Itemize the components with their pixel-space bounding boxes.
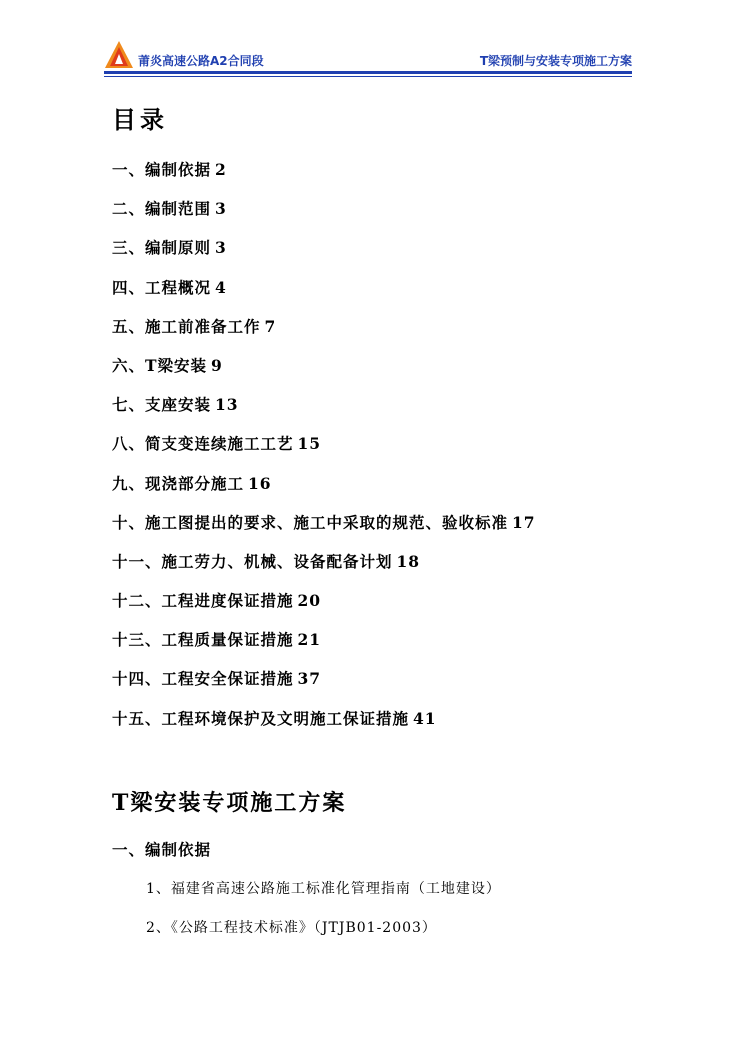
page-header <box>104 38 632 78</box>
toc-item-page: 2 <box>215 160 227 179</box>
toc-item-page: 37 <box>297 669 322 689</box>
toc-item-label: 十四、工程安全保证措施 <box>112 669 294 689</box>
toc-item[interactable] <box>112 620 536 659</box>
toc-item[interactable] <box>112 189 536 228</box>
toc-item-page: 3 <box>215 238 227 258</box>
reference-item: 2、《公路工程技术标准》（JTJB01-2003） <box>146 920 437 936</box>
toc-item-label: 二、编制范围 <box>112 199 212 219</box>
toc-item-page: 17 <box>512 512 536 532</box>
header-document-name: T梁预制与安装专项施工方案 <box>479 54 632 68</box>
toc-item-page: 18 <box>396 551 421 571</box>
toc-item-label: 四、工程概况 <box>112 277 212 297</box>
header-divider <box>104 71 632 74</box>
toc-item-label: 六、T梁安装 <box>112 355 208 375</box>
toc-item-page: 4 <box>215 277 227 297</box>
toc-item[interactable] <box>112 385 536 424</box>
toc-item[interactable] <box>112 424 536 463</box>
toc-item-page: 3 <box>215 199 227 219</box>
toc-item[interactable] <box>112 503 536 542</box>
toc-item-page: 16 <box>248 473 272 493</box>
toc-item[interactable] <box>112 268 536 307</box>
toc-list <box>112 150 536 738</box>
toc-item[interactable] <box>112 581 536 620</box>
toc-item-label: 十三、工程质量保证措施 <box>112 630 294 650</box>
toc-item-page: 13 <box>215 395 239 415</box>
header-divider-thin <box>104 76 632 77</box>
toc-item-label: 九、现浇部分施工 <box>112 473 245 493</box>
toc-item-page: 41 <box>413 708 437 728</box>
toc-item-label: 十、施工图提出的要求、施工中采取的规范、验收标准 <box>112 512 509 532</box>
toc-item[interactable] <box>112 307 536 346</box>
toc-item-page: 7 <box>264 316 277 336</box>
toc-item-page: 9 <box>211 355 223 375</box>
toc-item-label: 一、编制依据 <box>112 160 212 179</box>
toc-item[interactable] <box>112 699 536 738</box>
toc-item[interactable] <box>112 659 536 698</box>
header-project-name: 莆炎高速公路A2合同段 <box>138 54 264 68</box>
company-logo-icon <box>104 40 134 70</box>
toc-item-page: 15 <box>297 434 322 454</box>
toc-item-label: 十五、工程环境保护及文明施工保证措施 <box>112 708 410 728</box>
toc-item-page: 21 <box>297 630 322 650</box>
toc-item-label: 八、简支变连续施工工艺 <box>112 434 294 454</box>
toc-item[interactable] <box>112 228 536 267</box>
toc-item-label: 十二、工程进度保证措施 <box>112 591 294 611</box>
reference-item: 1、福建省高速公路施工标准化管理指南（工地建设） <box>146 881 501 897</box>
toc-item-label: 五、施工前准备工作 <box>112 316 261 336</box>
toc-item[interactable] <box>112 542 536 581</box>
section-heading: 一、编制依据 <box>112 840 212 859</box>
toc-item-label: 十一、施工劳力、机械、设备配备计划 <box>112 551 393 571</box>
toc-item-label: 七、支座安装 <box>112 395 212 415</box>
document-title: T梁安装专项施工方案 <box>112 790 347 816</box>
toc-item-label: 三、编制原则 <box>112 238 212 258</box>
toc-item[interactable] <box>112 346 536 385</box>
toc-item[interactable] <box>112 464 536 503</box>
toc-item-page: 20 <box>297 591 322 611</box>
toc-item[interactable] <box>112 150 536 189</box>
toc-title: 目录 <box>112 105 168 134</box>
